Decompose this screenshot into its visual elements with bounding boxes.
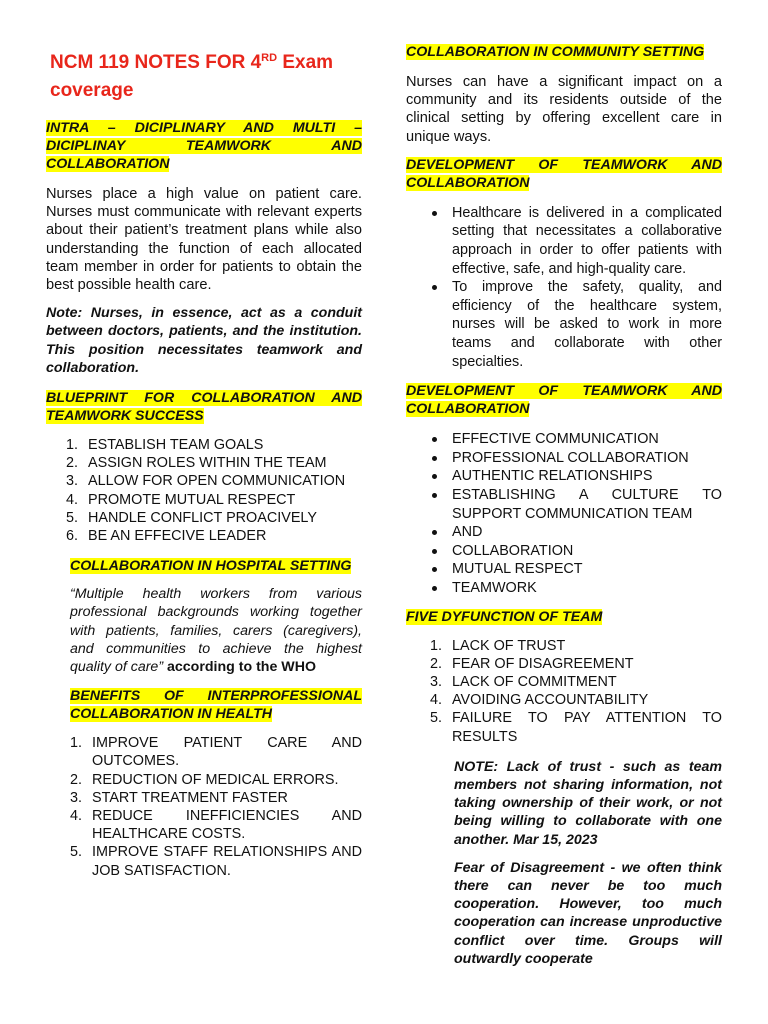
list-item: 1. IMPROVE PATIENT CARE AND OUTCOMES. — [70, 735, 362, 770]
list-item: EFFECTIVE COMMUNICATION — [406, 430, 722, 449]
heading-text: COLLABORATION IN COMMUNITY SETTING — [406, 44, 705, 60]
section-body-intra-multi: Nurses place a high value on patient care. Nurses must communicate with relevant experts about their patient’s treatment plans while also understanding the function of each allocated team member in order for patients to obtain the best possible health care. — [46, 186, 362, 294]
development-bullets — [406, 204, 722, 371]
section-heading-community — [406, 43, 722, 61]
heading-text: BENEFITS OF INTERPROFESSIONAL COLLABORATION IN HEALTH — [70, 688, 362, 723]
section-note-conduit: Note: Nurses, in essence, act as a conduit between doctors, patients, and the institution. This position necessitates teamwork and collaboration. — [46, 305, 362, 376]
blueprint-list — [46, 436, 362, 545]
title-suffix: Exam — [277, 52, 334, 73]
list-item: 2. FEAR OF DISAGREEMENT — [430, 655, 634, 672]
heading-text: INTRA – DICIPLINARY AND MULTI – DICIPLINAY TEAMWORK AND COLLABORATION — [46, 120, 362, 172]
list-item: 3. START TREATMENT FASTER — [70, 789, 288, 806]
list-item: AUTHENTIC RELATIONSHIPS — [406, 467, 722, 486]
list-item: 2. ASSIGN ROLES WITHIN THE TEAM — [66, 455, 327, 472]
section-heading-hospital — [70, 557, 362, 575]
title-superscript: RD — [261, 52, 278, 64]
section-heading-development-1 — [406, 156, 722, 192]
list-item: COLLABORATION — [406, 542, 722, 561]
list-item: MUTUAL RESPECT — [406, 560, 722, 579]
right-column — [406, 0, 722, 968]
bullet-icon — [432, 549, 437, 554]
bullet-icon — [432, 586, 437, 591]
section-heading-blueprint — [46, 389, 362, 425]
list-item: 3. ALLOW FOR OPEN COMMUNICATION — [66, 473, 346, 490]
bullet-icon — [432, 530, 437, 535]
section-heading-five-dysfunctions — [406, 608, 722, 626]
dysfunction-list — [406, 637, 722, 746]
section-heading-intra-multi — [46, 119, 362, 173]
list-item: Healthcare is delivered in a complicated setting that necessitates a collaborative approach in order to offer patients with effective, safe, and high-quality care. — [406, 204, 722, 278]
dysfunction-notes — [454, 758, 722, 968]
section-body-community: Nurses can have a significant impact on a community and its residents outside of the clinical setting by offering excellent care in unique ways. — [406, 74, 722, 145]
quote-text: “Multiple health workers from various professional backgrounds working together with patients, families, carers (caregivers), and communities to achieve the highest quality of care” — [70, 586, 362, 676]
list-item: 4. AVOIDING ACCOUNTABILITY — [430, 692, 649, 709]
development-elements-bullets — [406, 430, 722, 597]
list-item: 4. REDUCE INEFFICIENCIES AND HEALTHCARE COSTS. — [70, 808, 362, 843]
list-item: To improve the safety, quality, and efficiency of the healthcare system, nurses will be asked to work in more teams and collaborate with other specialties. — [406, 278, 722, 371]
list-item: 1. ESTABLISH TEAM GOALS — [66, 437, 264, 454]
list-item: PROFESSIONAL COLLABORATION — [406, 449, 722, 468]
list-item: 3. LACK OF COMMITMENT — [430, 673, 617, 690]
list-item: 5. IMPROVE STAFF RELATIONSHIPS AND JOB SATISFACTION. — [70, 844, 362, 879]
heading-text: DEVELOPMENT OF TEAMWORK AND COLLABORATION — [406, 156, 722, 191]
document-title — [50, 44, 362, 105]
list-item: 5. HANDLE CONFLICT PROACIVELY — [66, 509, 317, 526]
section-heading-development-2 — [406, 382, 722, 418]
bullet-icon — [432, 285, 437, 290]
list-item: 6. BE AN EFFECIVE LEADER — [66, 528, 267, 545]
heading-text: FIVE DYFUNCTION OF TEAM — [406, 608, 603, 625]
title-prefix: NCM 119 NOTES FOR 4 — [50, 52, 262, 73]
title-line2: coverage — [50, 80, 134, 101]
heading-text: DEVELOPMENT OF TEAMWORK AND COLLABORATION — [406, 383, 722, 418]
list-item: 1. LACK OF TRUST — [430, 637, 566, 654]
quote-attribution: according to the WHO — [163, 659, 316, 676]
list-item: TEAMWORK — [406, 579, 722, 598]
benefits-list — [46, 734, 362, 880]
bullet-icon — [432, 474, 437, 479]
list-item: 2. REDUCTION OF MEDICAL ERRORS. — [70, 771, 339, 788]
list-item: ESTABLISHING A CULTURE TO SUPPORT COMMUNICATION TEAM — [406, 486, 722, 523]
list-item: 4. PROMOTE MUTUAL RESPECT — [66, 491, 296, 508]
who-quote — [70, 585, 362, 676]
hospital-setting-block — [70, 557, 362, 723]
heading-text: BLUEPRINT FOR COLLABORATION AND TEAMWORK SUCCESS — [46, 390, 362, 425]
bullet-icon — [432, 437, 437, 442]
bullet-icon — [432, 493, 437, 498]
left-column — [46, 0, 362, 880]
note-fear-of-disagreement: Fear of Disagreement - we often think there can never be too much cooperation. However, too much cooperation can increase unproductive conflict over time. Groups will outwardly cooperate — [454, 859, 722, 967]
bullet-icon — [432, 456, 437, 461]
list-item: 5. FAILURE TO PAY ATTENTION TO RESULTS — [430, 710, 722, 745]
note-lack-of-trust: NOTE: Lack of trust - such as team members not sharing information, not taking ownership of their work, or not being willing to collaborate with one another. Mar 15, 2023 — [454, 758, 722, 848]
heading-text: COLLABORATION IN HOSPITAL SETTING — [70, 558, 352, 575]
list-item: AND — [406, 523, 722, 542]
bullet-icon — [432, 567, 437, 572]
section-heading-benefits — [70, 687, 362, 723]
bullet-icon — [432, 211, 437, 216]
